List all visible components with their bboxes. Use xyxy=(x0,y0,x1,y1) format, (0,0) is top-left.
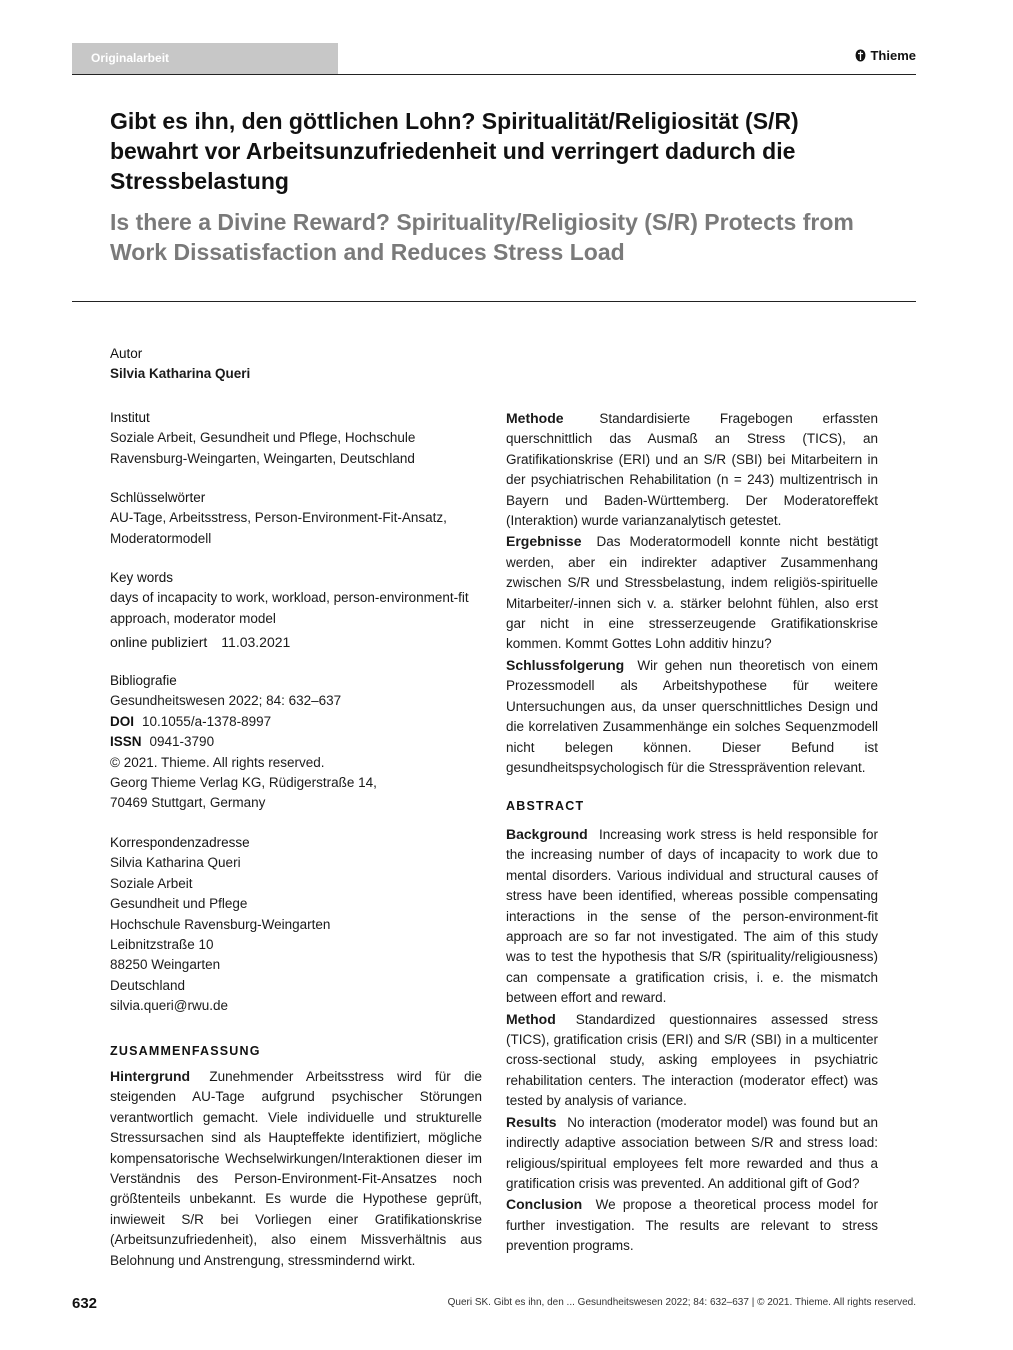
correspondence-email[interactable]: silvia.queri@rwu.de xyxy=(110,998,228,1014)
abstract-body xyxy=(506,824,878,1257)
correspondence-line: Hochschule Ravensburg-Weingarten xyxy=(110,916,331,932)
keywords-de-line: Moderatormodell xyxy=(110,530,212,546)
keywords-en-block xyxy=(110,568,485,629)
correspondence-line: Silvia Katharina Queri xyxy=(110,855,241,871)
keywords-en-line: days of incapacity to work, workload, person-environment-fit xyxy=(110,590,469,606)
title-rule xyxy=(72,301,916,302)
methode-text: Standardisierte Fragebogen erfassten querschnittlich das Ausmaß an Stress (TICS), an Gratifikationskrise (ERI) und an S/R (SBI) bei Mitarbeitern in der psychiatrischen Rehabilitation (n = 243) multizentrisch in Bayern und Baden-Württemberg. Der Moderatoreffekt (Interaktion) wurde varianzanalytisch getestet. xyxy=(506,411,878,529)
author-name: Silvia Katharina Queri xyxy=(110,366,251,382)
background-paragraph xyxy=(506,824,878,1009)
ergebnisse-text: Das Moderatormodell konnte nicht bestätigt werden, aber ein indirekter adaptiver Zusammenhang zwischen S/R und Stressbelastung, indem religiös-spirituelle Mitarbeiter/-innen sich v. a. stärker belohnt fühlen, also erst gar nicht in eine stresserzeugende Gratifikationskrise kommen. Kommt Gottes Lohn additiv hinzu? xyxy=(506,534,878,652)
header-rule xyxy=(72,74,916,75)
keywords-en-label: Key words xyxy=(110,570,174,585)
online-published xyxy=(110,632,485,652)
bibliography-journal: Gesundheitswesen 2022; 84: 632–637 xyxy=(110,693,342,709)
method-text: Standardized questionnaires assessed stress (TICS), gratification crisis (ERI) and S/R (SBI) in a multicenter cross-sectional study, asking employees in psychiatric rehabilitation centers. The interaction (moderator effect) was tested by analysis of variance. xyxy=(506,1011,878,1109)
section-tab: Originalarbeit xyxy=(72,43,338,74)
author-label: Autor xyxy=(110,346,143,361)
keywords-de-line: AU-Tage, Arbeitsstress, Person-Environment-Fit-Ansatz, xyxy=(110,510,447,526)
methode-paragraph xyxy=(506,408,878,531)
page-number: 632 xyxy=(72,1295,98,1312)
hintergrund-label: Hintergrund xyxy=(110,1068,191,1084)
publisher-address-line: Georg Thieme Verlag KG, Rüdigerstraße 14, xyxy=(110,775,377,791)
background-label: Background xyxy=(506,826,588,842)
schlussfolgerung-label: Schlussfolgerung xyxy=(506,656,625,673)
keywords-en-line: approach, moderator model xyxy=(110,610,276,626)
correspondence-line: Gesundheit und Pflege xyxy=(110,896,248,912)
copyright-line: © 2021. Thieme. All rights reserved. xyxy=(110,754,325,770)
correspondence-block xyxy=(110,833,485,1017)
doi-value[interactable]: 10.1055/a-1378-8997 xyxy=(142,713,272,729)
methode-label: Methode xyxy=(506,410,564,426)
correspondence-line: Deutschland xyxy=(110,977,186,993)
correspondence-line: Soziale Arbeit xyxy=(110,875,193,891)
article-title-english: Is there a Divine Reward? Spirituality/Religiosity (S/R) Protects from Work Dissatisfaction and Reduces Stress Load xyxy=(110,209,854,265)
issn-value: 0941-3790 xyxy=(149,734,215,750)
method-paragraph xyxy=(506,1009,878,1112)
publisher-address-line: 70469 Stuttgart, Germany xyxy=(110,795,266,811)
results-paragraph xyxy=(506,1112,878,1195)
institute-label: Institut xyxy=(110,410,150,425)
results-label: Results xyxy=(506,1113,557,1130)
schlussfolgerung-paragraph xyxy=(506,655,878,778)
footer-citation: Queri SK. Gibt es ihn, den ... Gesundheitswesen 2022; 84: 632–637 | © 2021. Thieme. All rights reserved. xyxy=(447,1297,916,1308)
results-text: No interaction (moderator model) was found but an indirectly adaptive association between S/R and stress load: religious/spiritual employees felt more rewarded and thus a gratification crisis was prevented. An additional gift of God? xyxy=(506,1114,878,1191)
background-text: Increasing work stress is held responsible for the increasing number of days of incapacity to work due to mental disorders. Various individual and structural causes of stress have been identified, whereas possible compensating interactions in the sense of the person-environment-fit approach are so far not investigated. The aim of this study was to test the hypothesis that S/R (spirituality/religiousness) can compensate a gratification crisis, i. e. the mismatch between effort and reward. xyxy=(506,827,878,1006)
online-published-label: online publiziert xyxy=(110,634,208,650)
institute-line: Ravensburg-Weingarten, Weingarten, Deutschland xyxy=(110,450,415,466)
bibliography-block xyxy=(110,671,485,814)
thieme-logo-icon xyxy=(855,49,866,62)
zusammenfassung-heading: ZUSAMMENFASSUNG xyxy=(110,1044,261,1058)
correspondence-line: 88250 Weingarten xyxy=(110,957,221,973)
publisher-name: Thieme xyxy=(870,48,916,63)
method-label: Method xyxy=(506,1010,556,1027)
keywords-de-label: Schlüsselwörter xyxy=(110,490,206,505)
ergebnisse-label: Ergebnisse xyxy=(506,533,582,550)
bibliography-label: Bibliografie xyxy=(110,673,177,688)
schlussfolgerung-text: Wir gehen nun theoretisch von einem Prozessmodell als Arbeitshypothese für weitere Untersuchungen aus, da unser querschnittliches Design und die korrelativen Zusammenhänge ein solches Sequenzmodell nicht belegen können. Dieser Befund ist gesundheitspsychologisch für die Stressprävention relevant. xyxy=(506,657,878,775)
zusammenfassung-hintergrund xyxy=(110,1066,482,1271)
publisher-mark xyxy=(855,48,916,63)
doi-label: DOI xyxy=(110,713,135,729)
conclusion-paragraph xyxy=(506,1194,878,1256)
article-title-german: Gibt es ihn, den göttlichen Lohn? Spiritualität/Religiosität (S/R) bewahrt vor Arbeitsunzufriedenheit und verringert dadurch die Stressbelastung xyxy=(110,108,799,194)
author-block xyxy=(110,344,485,385)
issn-label: ISSN xyxy=(110,734,142,750)
online-published-date: 11.03.2021 xyxy=(221,634,291,650)
institute-line: Soziale Arbeit, Gesundheit und Pflege, Hochschule xyxy=(110,430,416,446)
conclusion-label: Conclusion xyxy=(506,1196,583,1213)
zusammenfassung-continued xyxy=(506,408,878,778)
correspondence-line: Leibnitzstraße 10 xyxy=(110,937,214,953)
correspondence-label: Korrespondenzadresse xyxy=(110,835,250,850)
hintergrund-text: Zunehmender Arbeitsstress wird für die steigenden AU-Tage aufgrund psychischer Störungen verantwortlich gemacht. Viele individuelle und strukturelle Stressursachen sind als Haupteffekte identifiziert, mögliche kompensatorische Wechselwirkungen/Interaktionen dieser im Verständnis des Person-Environment-Fit-Ansatzes noch größtenteils unbekannt. Es wurde die Hypothese geprüft, inwieweit S/R bei Vorliegen einer Gratifikationskrise (Arbeitsunzufriedenheit), also einem Missverhältnis aus Belohnung und Anstrengung, stressmindernd wirkt. xyxy=(110,1069,482,1268)
ergebnisse-paragraph xyxy=(506,531,878,654)
keywords-de-block xyxy=(110,488,485,549)
institute-block xyxy=(110,408,485,469)
abstract-heading: ABSTRACT xyxy=(506,799,585,813)
conclusion-text: We propose a theoretical process model for further investigation. The results are relevant to stress prevention programs. xyxy=(506,1197,878,1254)
